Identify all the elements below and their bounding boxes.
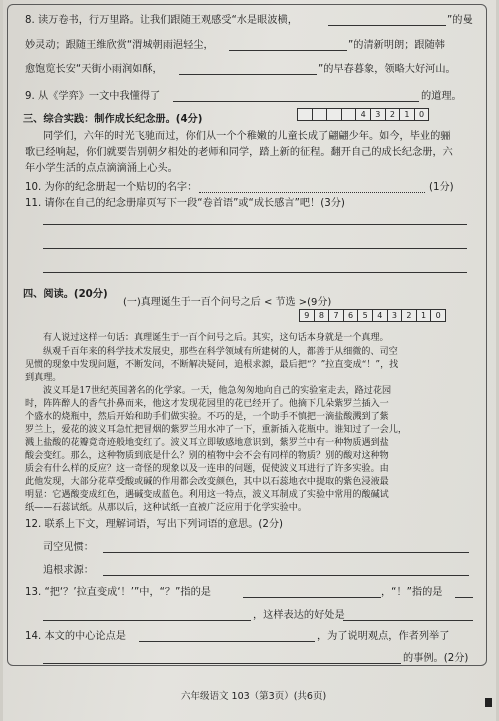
- q12-word2: 追根求源：: [43, 565, 94, 576]
- q8-line3-a: 愈饱览长安“天街小雨润如酥，: [25, 64, 163, 75]
- q12-answer-line2[interactable]: [103, 575, 469, 576]
- passage-line: 此他发现，大部分花草受酸或碱的作用都会改变颜色，其中以石蕊地衣中提取的紫色浸液最: [25, 477, 389, 487]
- q10-prompt: 10. 为你的纪念册起一个贴切的名字：: [25, 182, 198, 193]
- score-cell[interactable]: 6: [344, 310, 359, 321]
- q14-answer-line1[interactable]: [139, 641, 315, 642]
- q8-line2-a: 妙灵动；跟随王维欣赏“渭城朝雨浥轻尘，: [25, 40, 214, 51]
- passage-line: 波义耳是17世纪英国著名的化学家。一天，他急匆匆地向自己的实验室走去，路过花园: [43, 386, 392, 396]
- q8-answer-line3[interactable]: [179, 74, 317, 75]
- score-cell[interactable]: [342, 109, 357, 120]
- passage-line: 明显：它遇酸变成红色，遇碱变成蓝色。利用这一特点，波义耳制成了实验中常用的酸碱试: [25, 490, 389, 500]
- score-cell[interactable]: [313, 109, 328, 120]
- reading-score-grid: [299, 309, 446, 322]
- q14-prompt-b: ，为了说明观点，作者列举了: [317, 631, 450, 642]
- q13-prompt-c: ，这样表达的好处是: [253, 610, 345, 621]
- q14-answer-line2[interactable]: [43, 663, 401, 664]
- q10-score: (1分): [429, 182, 454, 193]
- passage-line: 纸——石蕊试纸。从那以后，这种试纸一直被广泛应用于化学实验中。: [25, 503, 307, 513]
- q9-suffix: 的道理。: [421, 91, 462, 102]
- passage-line: 纵观千百年来的科学技术发展史，那些在科学领域有所建树的人，都善于从细微的、司空: [43, 347, 398, 357]
- q11-prompt: 11. 请你在自己的纪念册扉页写下一段“卷首语”或“成长感言”吧！(3分): [25, 198, 345, 209]
- score-cell[interactable]: 4: [373, 310, 388, 321]
- score-cell[interactable]: 5: [358, 310, 373, 321]
- q8-answer-line1[interactable]: [328, 25, 446, 26]
- score-cell[interactable]: [298, 109, 313, 120]
- q8-answer-line2[interactable]: [229, 50, 347, 51]
- section3-para-line1: 同学们，六年的时光飞驰而过，你们从一个个稚嫩的儿童长成了翩翩少年。如今，毕业的骊: [43, 131, 451, 142]
- score-cell[interactable]: 1: [417, 310, 432, 321]
- q13-prompt-a: 13. “把‘？’拉直变成‘！’”中，“？”指的是: [25, 587, 211, 598]
- score-cell[interactable]: 2: [386, 109, 401, 120]
- score-cell[interactable]: [327, 109, 342, 120]
- passage-line: 质会有什么样的反应？这一奇怪的现象以及一连串的问题，促使波义耳进行了许多实验。由: [25, 464, 389, 474]
- q8-line1-end: ”的曼: [447, 15, 473, 26]
- section4-title: 四、阅读。(20分): [23, 289, 108, 300]
- passage-line: 个盛水的烧瓶中，然后开始和助手们做实验。不巧的是，一个助手不慎把一滴盐酸溅到了紫: [25, 412, 389, 422]
- q12-word1: 司空见惯：: [43, 542, 94, 553]
- q9-prompt: 9. 从《学弈》一文中我懂得了: [25, 91, 161, 102]
- passage-line: 到真理。: [25, 373, 62, 383]
- q8-line3-b: ”的早春暮象，领略大好河山。: [318, 64, 456, 75]
- q14-prompt-c: 的事例。(2分): [403, 653, 469, 664]
- q11-answer-line[interactable]: [43, 224, 467, 225]
- q11-answer-line[interactable]: [43, 272, 467, 273]
- q8-line1: 8. 读万卷书，行万里路。让我们跟随王观感受“水是眼波横，: [25, 15, 298, 26]
- passage-line: 时，阵阵醉人的香气扑鼻而来，他这才发现花园里的花已经开了。他摘下几朵紫罗兰插入一: [25, 399, 389, 409]
- score-cell[interactable]: 9: [300, 310, 315, 321]
- score-cell[interactable]: 2: [402, 310, 417, 321]
- score-cell[interactable]: 4: [356, 109, 371, 120]
- q13-prompt-b: ，“！”指的是: [381, 587, 443, 598]
- section3-para-line2: 歌已经响起，你们就要告别朝夕相处的老师和同学，踏上新的征程。翻开自己的成长纪念册，六: [25, 147, 453, 158]
- passage-line: 酸会变红。那么，这种物质到底是什么？别的植物中会不会有同样的物质？别的酸对这种物: [25, 451, 389, 461]
- section3-para-line3: 年小学生活的点点滴滴涌上心头。: [25, 163, 178, 174]
- q11-answer-line[interactable]: [43, 248, 467, 249]
- q9-answer-line[interactable]: [173, 101, 419, 102]
- q12-answer-line1[interactable]: [103, 552, 469, 553]
- q10-answer-line[interactable]: [199, 192, 425, 193]
- passage-line: 溅上盐酸的花瓣竟奇迹般地变红了。波义耳立即敏感地意识到，紫罗兰中有一种物质遇到盐: [25, 438, 389, 448]
- score-cell[interactable]: 0: [419, 110, 425, 119]
- score-cell[interactable]: 3: [388, 310, 403, 321]
- exam-page: [3, 0, 496, 721]
- q12-prompt: 12. 联系上下文，理解词语，写出下列词语的意思。(2分): [25, 519, 283, 530]
- q14-prompt-a: 14. 本文的中心论点是: [25, 631, 126, 642]
- q13-answer-line1[interactable]: [243, 597, 381, 598]
- passage-line: 有人说过这样一句话：真理诞生于一百个问号之后。其实，这句话本身就是一个真理。: [43, 333, 389, 343]
- q8-line2-b: ”的清新明朗；跟随韩: [348, 40, 445, 51]
- score-cell[interactable]: 7: [329, 310, 344, 321]
- section3-title: 三、综合实践：制作成长纪念册。(4分): [23, 114, 203, 125]
- passage-line: 罗兰上，爱花的波义耳急忙把冒烟的紫罗兰用水冲了一下，重新插入花瓶中。谁知过了一会儿，: [25, 425, 407, 435]
- corner-marker: [485, 698, 492, 707]
- q13-answer-line4[interactable]: [343, 620, 473, 621]
- reading-subtitle: (一)真理诞生于一百个问号之后 < 节选 >(9分): [123, 297, 332, 308]
- q13-answer-line2[interactable]: [455, 597, 473, 598]
- passage-line: 见惯的现象中发现问题，不断发问，不断解决疑问，追根求源，最后把“？”拉直变成“！”，找: [25, 360, 399, 370]
- score-cell[interactable]: 8: [315, 310, 330, 321]
- score-cell[interactable]: 0: [435, 311, 441, 320]
- page-footer: 六年级语文 103（第3页）(共6页): [181, 691, 327, 702]
- q13-answer-line3[interactable]: [43, 620, 251, 621]
- score-cell[interactable]: 3: [371, 109, 386, 120]
- score-cell[interactable]: 1: [400, 109, 415, 120]
- section3-score-grid: [297, 108, 429, 121]
